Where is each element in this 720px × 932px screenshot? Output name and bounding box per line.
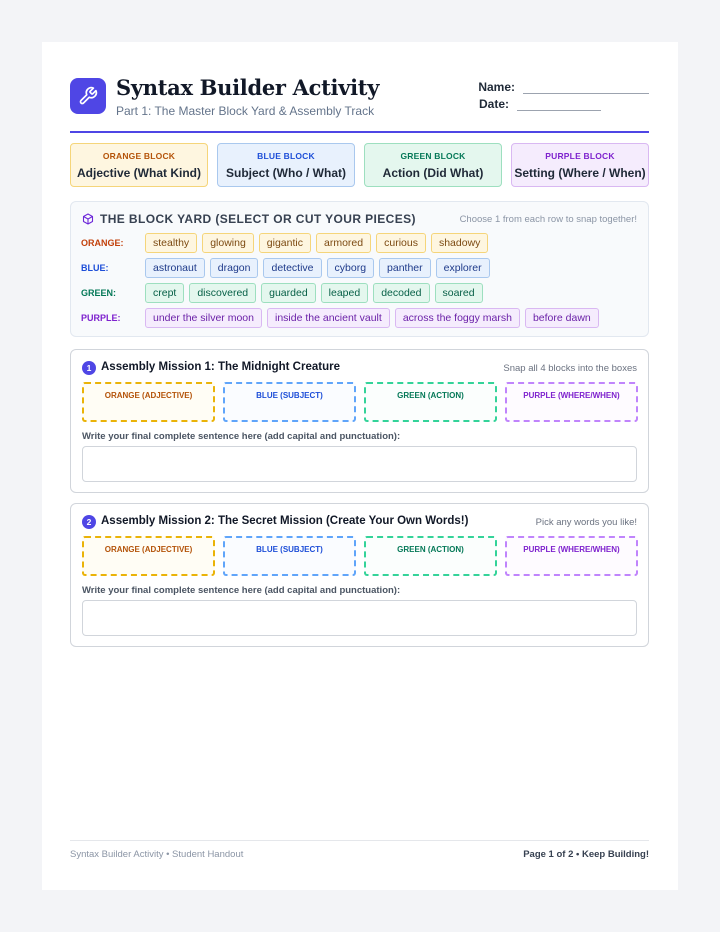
yard-row-green	[81, 283, 641, 303]
block-yard-title	[82, 212, 416, 226]
assembly-mission-1	[70, 349, 649, 493]
slot-blue[interactable]	[223, 536, 356, 576]
page-subtitle: Part 1: The Master Block Yard & Assembly Track	[116, 104, 375, 118]
slot-label: ORANGE (ADJECTIVE)	[104, 391, 193, 400]
sentence-prompt: Write your final complete sentence here (add capital and punctuation):	[82, 585, 401, 596]
slot-purple[interactable]	[505, 536, 638, 576]
slot-label: GREEN (ACTION)	[397, 545, 464, 554]
page-header	[70, 76, 649, 132]
slot-orange[interactable]	[82, 382, 215, 422]
word-chip[interactable]: glowing	[202, 233, 254, 253]
legend-green	[364, 143, 502, 187]
slot-label: BLUE (SUBJECT)	[256, 391, 323, 400]
name-field[interactable]	[478, 80, 649, 94]
mission-number-badge: 2	[82, 515, 96, 529]
date-field[interactable]	[479, 97, 601, 111]
legend-key: PURPLE BLOCK	[545, 151, 615, 161]
word-chip[interactable]: before dawn	[525, 308, 599, 328]
slot-label: PURPLE (WHERE/WHEN)	[523, 391, 620, 400]
word-chip[interactable]: under the silver moon	[145, 308, 262, 328]
worksheet-page	[42, 42, 678, 890]
word-chip[interactable]: decoded	[373, 283, 429, 303]
legend-value: Setting (Where / When)	[514, 166, 646, 180]
name-line[interactable]	[523, 81, 649, 94]
block-legend	[70, 143, 649, 189]
legend-key: BLUE BLOCK	[257, 151, 315, 161]
sentence-answer-box[interactable]	[82, 446, 637, 482]
word-chip[interactable]: dragon	[210, 258, 259, 278]
slot-orange[interactable]	[82, 536, 215, 576]
word-chip[interactable]: cyborg	[327, 258, 375, 278]
word-chip[interactable]: inside the ancient vault	[267, 308, 390, 328]
word-chip[interactable]: soared	[435, 283, 483, 303]
word-chip[interactable]: curious	[376, 233, 426, 253]
legend-purple	[511, 143, 649, 187]
mission-number-badge: 1	[82, 361, 96, 375]
footer-right: Page 1 of 2 • Keep Building!	[523, 849, 649, 860]
mission-hint: Pick any words you like!	[535, 517, 637, 528]
slot-blue[interactable]	[223, 382, 356, 422]
row-label: GREEN:	[81, 288, 117, 298]
slot-label: BLUE (SUBJECT)	[256, 545, 323, 554]
mission-hint: Snap all 4 blocks into the boxes	[503, 363, 637, 374]
date-line[interactable]	[517, 98, 601, 111]
slot-purple[interactable]	[505, 382, 638, 422]
word-chip[interactable]: leaped	[321, 283, 369, 303]
block-yard-hint: Choose 1 from each row to snap together!	[459, 214, 637, 225]
block-yard	[70, 201, 649, 337]
word-chip[interactable]: gigantic	[259, 233, 311, 253]
slot-label: GREEN (ACTION)	[397, 391, 464, 400]
wrench-icon	[70, 78, 106, 114]
assembly-mission-2	[70, 503, 649, 647]
yard-row-purple	[81, 308, 641, 328]
word-chip[interactable]: astronaut	[145, 258, 205, 278]
row-label: BLUE:	[81, 263, 109, 273]
page-title: Syntax Builder Activity	[116, 75, 380, 100]
legend-value: Subject (Who / What)	[226, 166, 346, 180]
footer-left: Syntax Builder Activity • Student Handout	[70, 849, 244, 860]
word-chip[interactable]: stealthy	[145, 233, 197, 253]
word-chip[interactable]: explorer	[436, 258, 490, 278]
row-label: PURPLE:	[81, 313, 121, 323]
row-label: ORANGE:	[81, 238, 124, 248]
block-yard-title-text: THE BLOCK YARD (SELECT OR CUT YOUR PIECES)	[100, 212, 416, 226]
word-chip[interactable]: armored	[316, 233, 371, 253]
slot-label: PURPLE (WHERE/WHEN)	[523, 545, 620, 554]
word-chip[interactable]: shadowy	[431, 233, 488, 253]
name-label: Name:	[478, 80, 515, 94]
header-divider	[70, 131, 649, 133]
yard-row-orange	[81, 233, 641, 253]
legend-value: Adjective (What Kind)	[76, 166, 201, 180]
cube-icon	[82, 213, 94, 225]
legend-key: GREEN BLOCK	[400, 151, 466, 161]
word-chip[interactable]: detective	[263, 258, 321, 278]
word-chip[interactable]: across the foggy marsh	[395, 308, 520, 328]
sentence-answer-box[interactable]	[82, 600, 637, 636]
mission-title: Assembly Mission 2: The Secret Mission (Create Your Own Words!)	[101, 515, 469, 527]
sentence-prompt: Write your final complete sentence here (add capital and punctuation):	[82, 431, 401, 442]
slot-green[interactable]	[364, 382, 497, 422]
yard-row-blue	[81, 258, 641, 278]
mission-title: Assembly Mission 1: The Midnight Creature	[101, 361, 340, 373]
legend-key: ORANGE BLOCK	[102, 151, 176, 161]
word-chip[interactable]: crept	[145, 283, 184, 303]
footer-divider	[70, 840, 649, 841]
legend-blue	[217, 143, 355, 187]
word-chip[interactable]: panther	[379, 258, 431, 278]
date-label: Date:	[478, 97, 509, 111]
word-chip[interactable]: guarded	[261, 283, 316, 303]
word-chip[interactable]: discovered	[189, 283, 256, 303]
slot-label: ORANGE (ADJECTIVE)	[104, 545, 193, 554]
slot-green[interactable]	[364, 536, 497, 576]
legend-value: Action (Did What)	[382, 166, 484, 180]
legend-orange	[70, 143, 208, 187]
